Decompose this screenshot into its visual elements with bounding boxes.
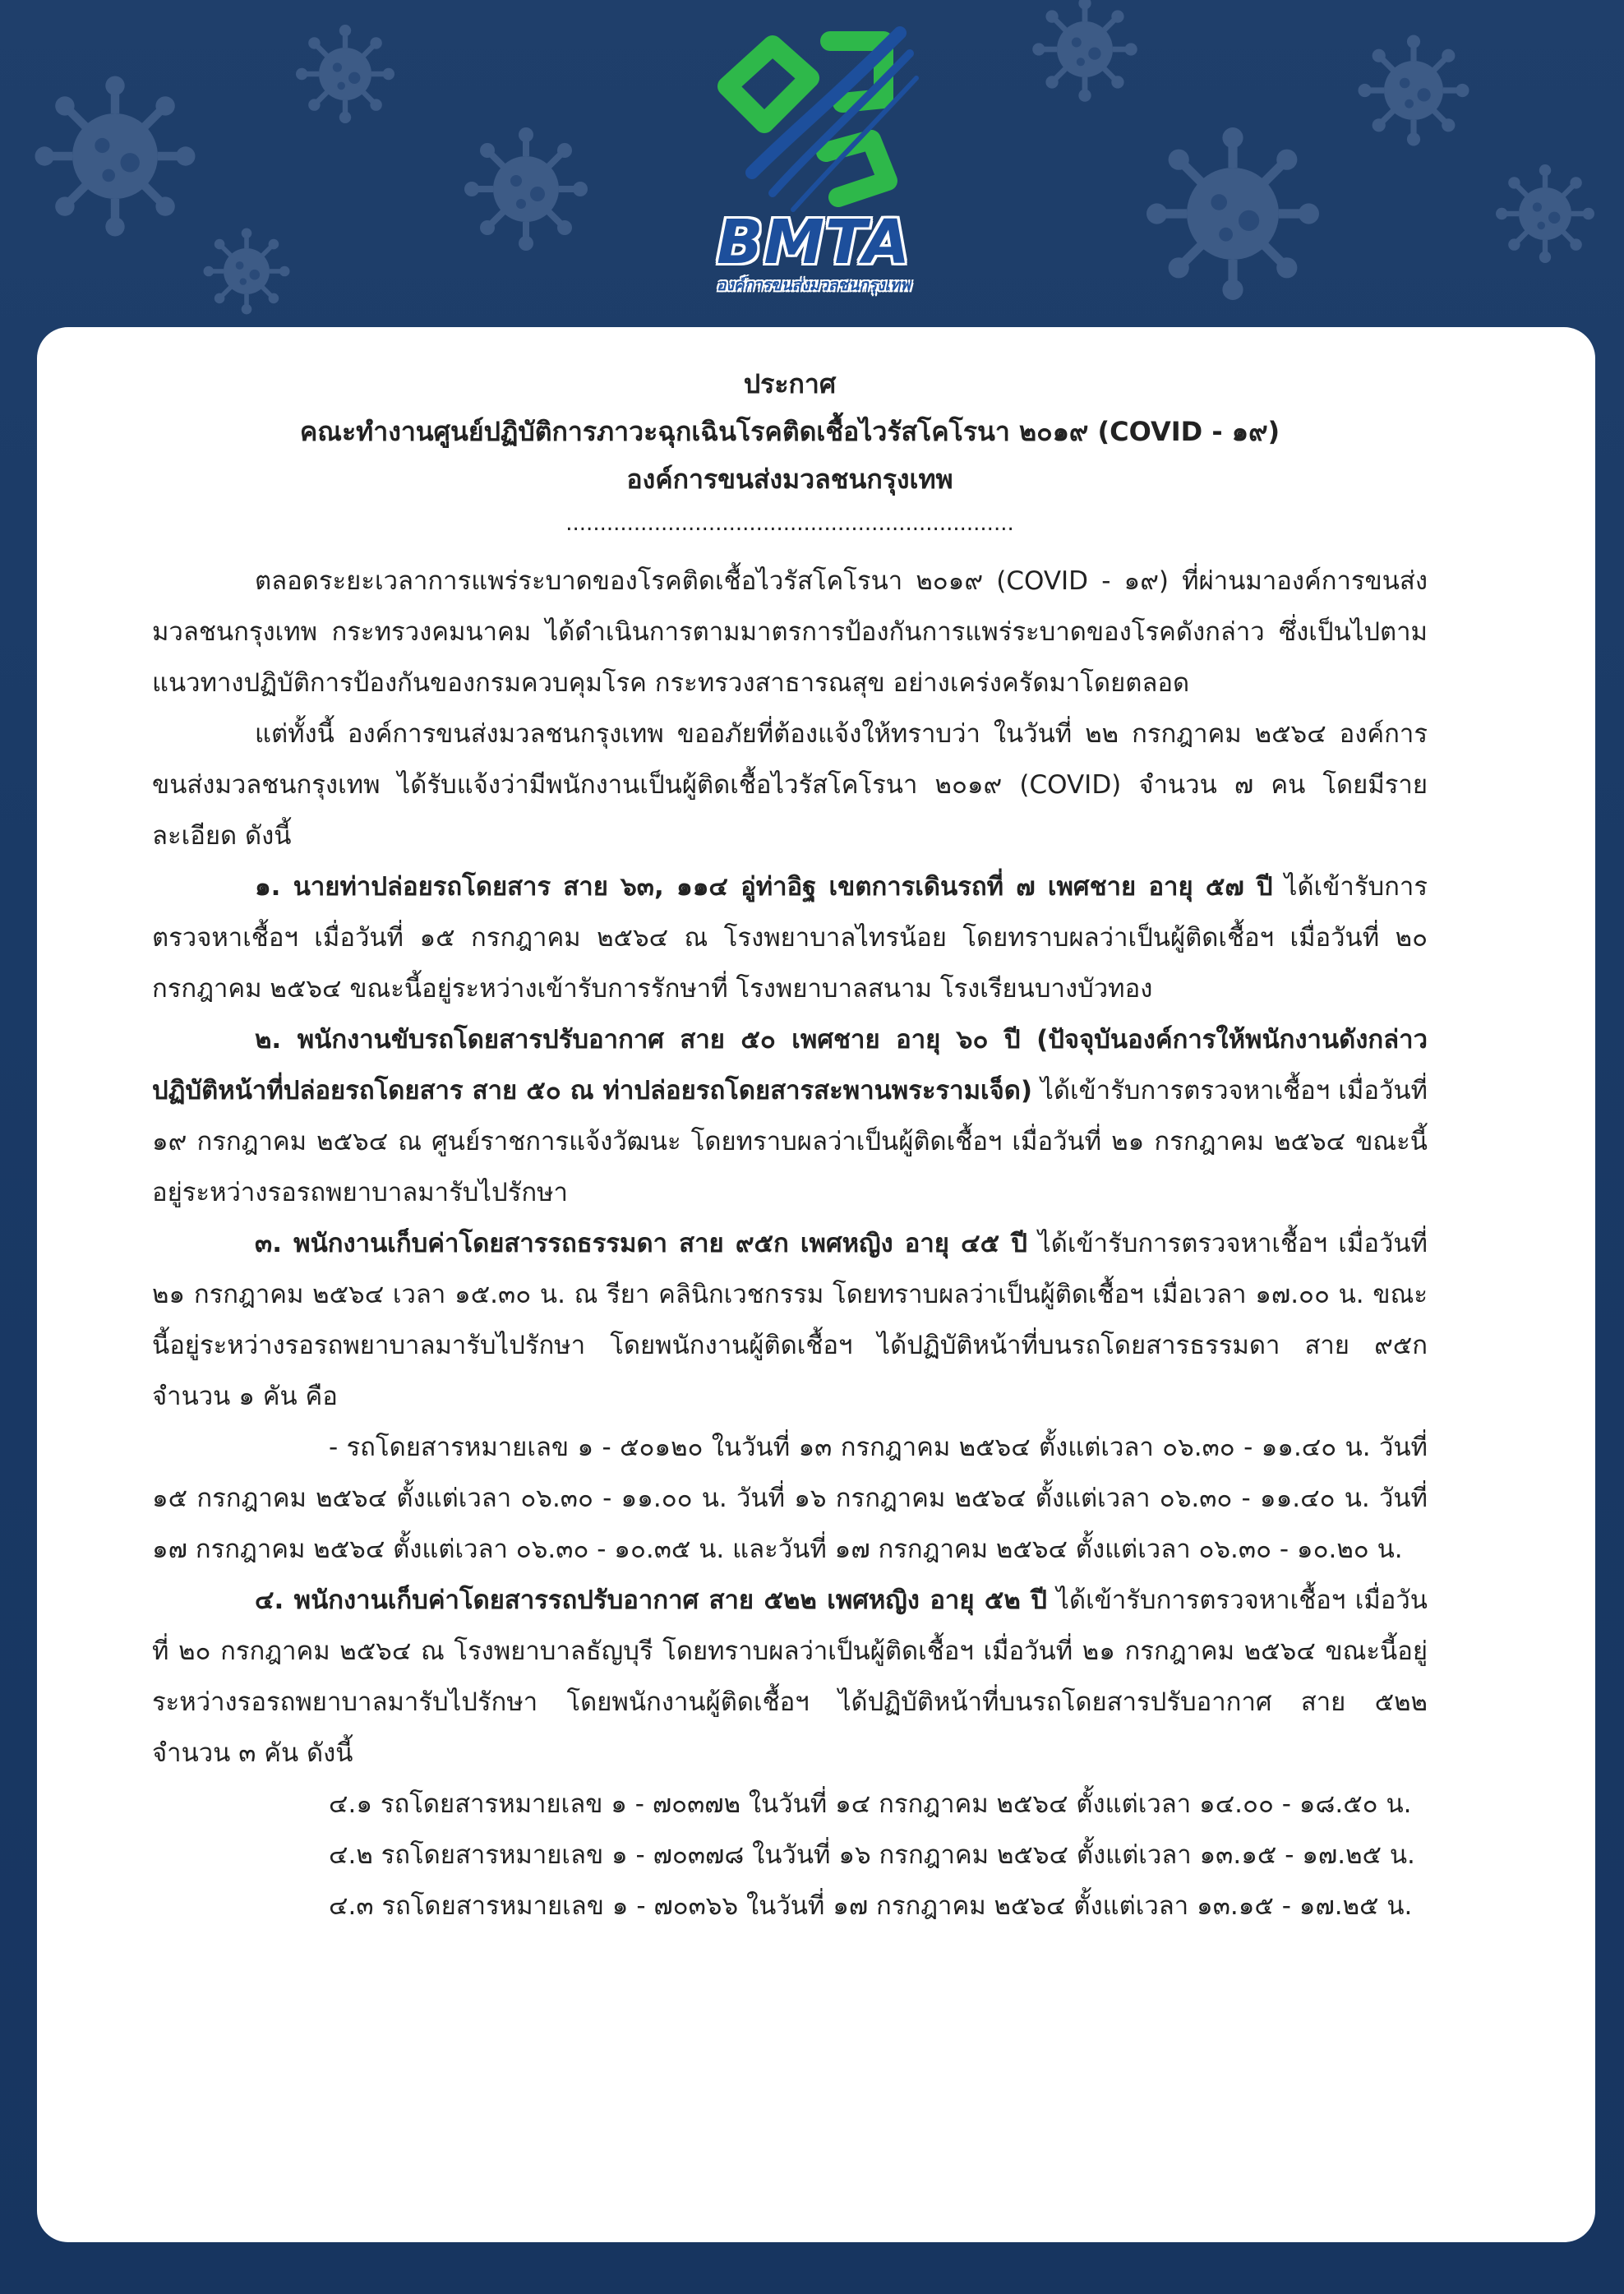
separator: .................................................................. <box>565 511 1014 536</box>
case-3-details: ได้เข้ารับการตรวจหาเชื้อฯ เมื่อวันที่ ๒๑ กรกฎาคม ๒๕๖๔ เวลา ๑๕.๓๐ น. ณ รียา คลินิกเวชกรรม โดยทราบผลว่าเป็นผู้ติดเชื้อฯ เมื่อเวลา ๑๗.๐๐ น. ขณะนี้อยู่ระหว่างรอรถพยาบาลมารับไปรักษา โดยพนักงานผู้ติดเชื้อฯ ได้ปฏิบัติหน้าที่บนรถโดยสารธรรมดา สาย ๙๕ก จำนวน ๑ คัน คือ <box>152 1229 1428 1411</box>
case-3-bus-first: - รถโดยสารหมายเลข ๑ - ๕๐๑๒๐ ในวันที่ ๑๓ กรกฎาคม ๒๕๖๔ ตั้งแต่เวลา ๐๖.๓๐ - ๑๑.๔๐ น. <box>329 1433 1371 1462</box>
case-item-3 <box>152 1218 1428 1422</box>
case-2-heading: ๒. พนักงานขับรถโดยสารปรับอากาศ สาย ๕๐ เพศชาย อายุ ๖๐ ปี (ปัจจุบันองค์การให้พนักงานดังกล่าว ปฏิบัติหน้าที่ปล่อยรถโดยสาร สาย ๕๐ ณ ท่าปล่อยรถโดยสารสะพานพระรามเจ็ด) <box>152 1025 1428 1105</box>
case-item-4 <box>152 1575 1428 1779</box>
case-4-details: ได้เข้ารับการตรวจหาเชื้อฯ เมื่อวันที่ ๒๐ กรกฎาคม ๒๕๖๔ ณ โรงพยาบาลธัญบุรี โดยทราบผลว่าเป็นผู้ติดเชื้อฯ เมื่อวันที่ ๒๑ กรกฎาคม ๒๕๖๔ ขณะนี้อยู่ระหว่างรอรถพยาบาลมารับไปรักษา โดยพนักงานผู้ติดเชื้อฯ ได้ปฏิบัติหน้าที่บนรถโดยสารปรับอากาศ สาย ๕๒๒ จำนวน ๓ คัน ดังนี้ <box>152 1585 1428 1768</box>
case-4-bus-2: ๔.๒ รถโดยสารหมายเลข ๑ - ๗๐๓๗๘ ในวันที่ ๑๖ กรกฎาคม ๒๕๖๔ ตั้งแต่เวลา ๑๓.๑๕ - ๑๗.๒๕ น. <box>329 1840 1415 1870</box>
case-3-bus-rest: วันที่ ๑๕ กรกฎาคม ๒๕๖๔ ตั้งแต่เวลา ๐๖.๓๐ - ๑๑.๐๐ น. วันที่ ๑๖ กรกฎาคม ๒๕๖๔ ตั้งแต่เวลา ๐๖.๓๐ - ๑๑.๔๐ น. วันที่ ๑๗ กรกฎาคม ๒๕๖๔ ตั้งแต่เวลา ๐๖.๓๐ - ๑๐.๓๕ น. และวันที่ ๑๗ กรกฎาคม ๒๕๖๔ ตั้งแต่เวลา ๐๖.๓๐ - ๑๐.๒๐ น. <box>152 1433 1428 1564</box>
doc-title: ประกาศ <box>743 368 837 399</box>
case-3-bus-list <box>152 1422 1428 1575</box>
case-item-1 <box>152 861 1428 1014</box>
intro-paragraph-2: แต่ทั้งนี้ องค์การขนส่งมวลชนกรุงเทพ ขออภัยที่ต้องแจ้งให้ทราบว่า ในวันที่ ๒๒ กรกฎาคม ๒๕๖๔ องค์การขนส่งมวลชนกรุงเทพ ได้รับแจ้งว่ามีพนักงานเป็นผู้ติดเชื้อไวรัสโคโรนา ๒๐๑๙ (COVID) จำนวน ๗ คน โดยมีรายละเอียด ดังนี้ <box>152 719 1428 851</box>
logo-subtext: องค์การขนส่งมวลชนกรุงเทพ <box>717 276 911 294</box>
doc-subtitle: คณะทำงานศูนย์ปฏิบัติการภาวะฉุกเฉินโรคติดเชื้อไวรัสโคโรนา ๒๐๑๙ (COVID - ๑๙) <box>299 416 1280 447</box>
case-4-bus-1: ๔.๑ รถโดยสารหมายเลข ๑ - ๗๐๓๗๒ ในวันที่ ๑๔ กรกฎาคม ๒๕๖๔ ตั้งแต่เวลา ๑๔.๐๐ - ๑๘.๕๐ น. <box>329 1789 1412 1819</box>
case-3-heading: ๓. พนักงานเก็บค่าโดยสารรถธรรมดา สาย ๙๕ก เพศหญิง อายุ ๔๕ ปี <box>255 1229 1027 1258</box>
case-1-heading: ๑. นายท่าปล่อยรถโดยสาร สาย ๖๓, ๑๑๔ อู่ท่าอิฐ เขตการเดินรถที่ ๗ เพศชาย อายุ ๕๗ ปี <box>255 872 1273 902</box>
bmta-logo <box>694 8 933 292</box>
case-4-heading: ๔. พนักงานเก็บค่าโดยสารรถปรับอากาศ สาย ๕๒๒ เพศหญิง อายุ ๕๒ ปี <box>255 1585 1047 1615</box>
case-2-details: ได้เข้ารับการตรวจหาเชื้อฯ เมื่อวันที่ ๑๙ กรกฎาคม ๒๕๖๔ ณ ศูนย์ราชการแจ้งวัฒนะ โดยทราบผลว่าเป็นผู้ติดเชื้อฯ เมื่อวันที่ ๒๑ กรกฎาคม ๒๕๖๔ ขณะนี้อยู่ระหว่างรอรถพยาบาลมารับไปรักษา <box>152 1076 1428 1207</box>
logo-text: BMTA <box>716 207 911 278</box>
doc-organization: องค์การขนส่งมวลชนกรุงเทพ <box>626 464 953 495</box>
bmta-emblem-icon <box>694 8 933 214</box>
case-item-2 <box>152 1014 1428 1218</box>
announcement-content <box>152 360 1428 1932</box>
intro-paragraph-1: ตลอดระยะเวลาการแพร่ระบาดของโรคติดเชื้อไวรัสโคโรนา ๒๐๑๙ (COVID - ๑๙) ที่ผ่านมาองค์การขนส่งมวลชนกรุงเทพ กระทรวงคมนาคม ได้ดำเนินการตามมาตรการป้องกันการแพร่ระบาดของโรคดังกล่าว ซึ่งเป็นไปตามแนวทางปฏิบัติการป้องกันของกรมควบคุมโรค กระทรวงสาธารณสุข อย่างเคร่งครัดมาโดยตลอด <box>152 566 1428 698</box>
case-4-bus-3: ๔.๓ รถโดยสารหมายเลข ๑ - ๗๐๓๖๖ ในวันที่ ๑๗ กรกฎาคม ๒๕๖๔ ตั้งแต่เวลา ๑๓.๑๕ - ๑๗.๒๕ น. <box>329 1891 1413 1921</box>
case-1-details: ได้เข้ารับการตรวจหาเชื้อฯ เมื่อวันที่ ๑๕ กรกฎาคม ๒๕๖๔ ณ โรงพยาบาลไทรน้อย โดยทราบผลว่าเป็นผู้ติดเชื้อฯ เมื่อวันที่ ๒๐ กรกฎาคม ๒๕๖๔ ขณะนี้อยู่ระหว่างเข้ารับการรักษาที่ โรงพยาบาลสนาม โรงเรียนบางบัวทอง <box>152 872 1428 1004</box>
